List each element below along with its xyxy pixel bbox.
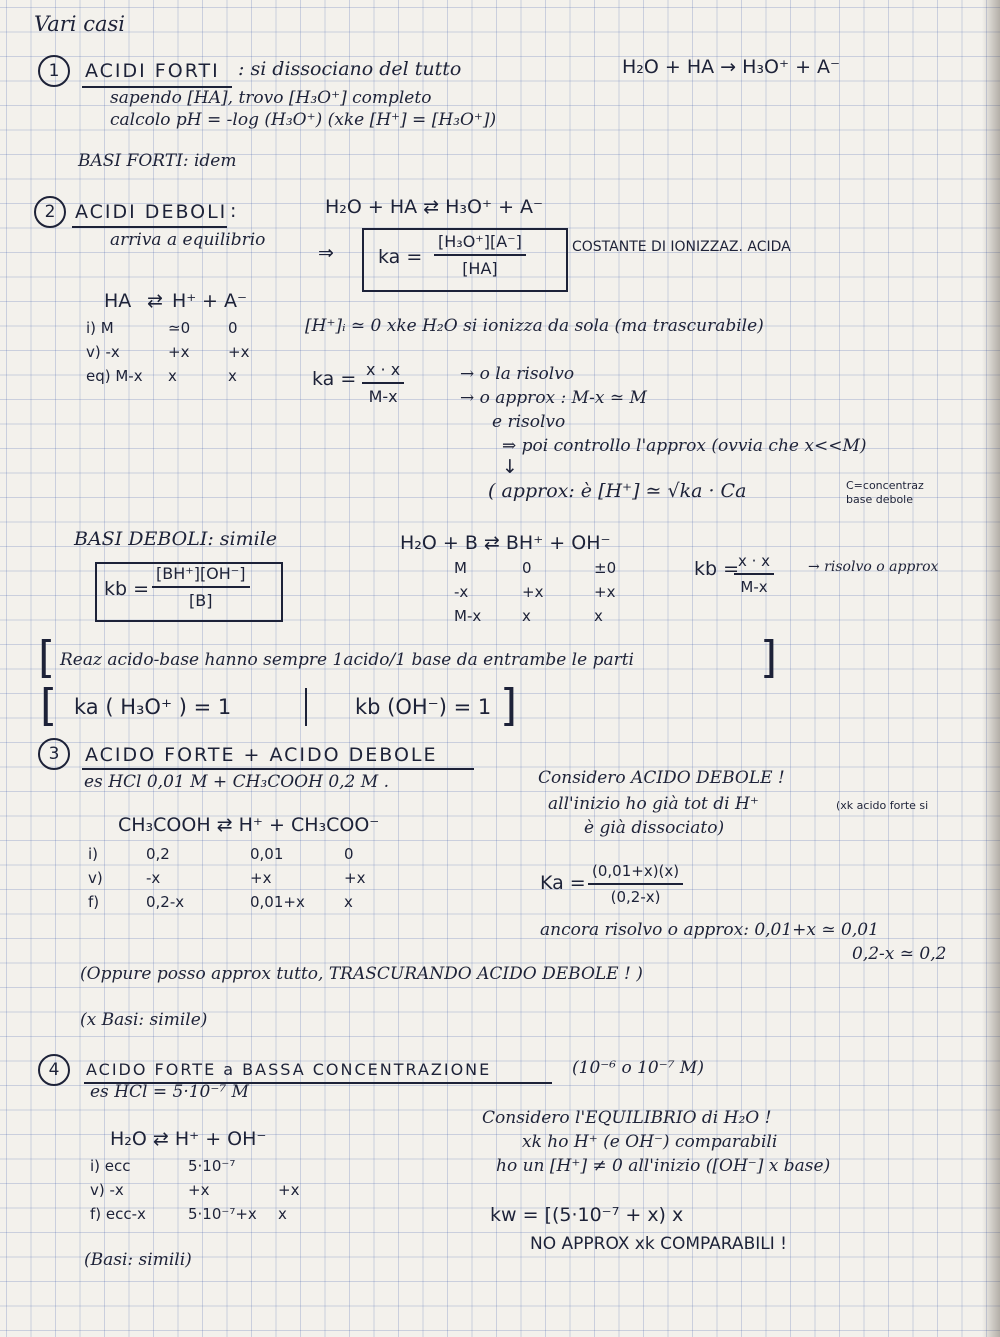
section-1-heading: ACIDI FORTI — [85, 60, 220, 82]
table-row: f) 0,2-x 0,01+x x — [88, 893, 353, 911]
table-row: i) ecc 5·10⁻⁷ — [90, 1157, 236, 1175]
kb2-numerator: x · x — [734, 552, 774, 575]
section-3-example: es HCl 0,01 M + CH₃COOH 0,2 M . — [84, 772, 389, 792]
ka2-denominator: M-x — [368, 387, 398, 406]
section-3-ancora2: 0,2-x ≃ 0,2 — [852, 944, 947, 964]
section-3-consider: Considero ACIDO DEBOLE ! — [538, 768, 785, 788]
table-row: -x +x +x — [454, 583, 616, 601]
section-3-reaction: CH₃COOH ⇄ H⁺ + CH₃COO⁻ — [118, 814, 380, 836]
basi-deboli-label: BASI DEBOLI: simile — [74, 528, 278, 550]
reaz-line1: Reaz acido-base hanno sempre 1acido/1 base da entrambe le parti — [60, 650, 634, 670]
page-edge-shadow — [982, 0, 1000, 1337]
ice-table-acidi — [80, 316, 274, 388]
section-1-number: 1 — [38, 55, 70, 87]
basi-deboli-reaction: H₂O + B ⇄ BH⁺ + OH⁻ — [400, 532, 611, 554]
section-4-xk: xk ho H⁺ (e OH⁻) comparabili — [522, 1132, 778, 1152]
c-note-1: C=concentraz — [846, 479, 924, 492]
ice-head-4: + A⁻ — [202, 290, 247, 312]
section-3-ancora: ancora risolvo o approx: 0,01+x ≃ 0,01 — [540, 920, 879, 940]
section-4-ho: ho un [H⁺] ≠ 0 all'inizio ([OH⁻] x base) — [496, 1156, 831, 1176]
section-3-ka-fraction — [588, 862, 683, 906]
step-2: → o approx : M-x ≃ M — [460, 388, 647, 408]
table-row: M 0 ±0 — [454, 559, 617, 577]
kb2-fraction — [734, 552, 774, 596]
h-note: [H⁺]ᵢ ≃ 0 xke H₂O si ionizza da sola (ma trascurabile) — [305, 316, 764, 336]
ice-table-basi — [448, 556, 640, 628]
section-4-consider: Considero l'EQUILIBRIO di H₂O ! — [482, 1108, 772, 1128]
ka-fraction — [434, 232, 526, 278]
table-row: v) -x +x +x — [86, 343, 250, 361]
section-3-number: 3 — [38, 738, 70, 770]
section-1-line3: calcolo pH = -log (H₃O⁺) (xke [H⁺] = [H₃O⁺]) — [110, 110, 497, 130]
divider — [305, 688, 307, 726]
kb-fraction — [152, 564, 250, 610]
ka2-numerator: x · x — [362, 360, 404, 384]
section-4-basi: (Basi: simili) — [84, 1250, 192, 1270]
section-3-oppure: (Oppure posso approx tutto, TRASCURANDO ACIDO DEBOLE ! ) — [80, 964, 643, 984]
kb2-label: kb = — [694, 558, 740, 580]
kb-denominator: [B] — [189, 591, 213, 610]
approx-formula: ( approx: è [H⁺] ≃ √ka · Ca — [488, 480, 747, 502]
ka2-fraction — [362, 360, 404, 406]
section-4-kw: kw = [(5·10⁻⁷ + x) x — [490, 1204, 684, 1226]
section-4-number: 4 — [38, 1054, 70, 1086]
section-4-reaction: H₂O ⇄ H⁺ + OH⁻ — [110, 1128, 267, 1150]
step-4: ⇒ poi controllo l'approx (ovvia che x<<M) — [502, 436, 867, 456]
table-row: i) M ≃0 0 — [86, 319, 238, 337]
section-2-underline — [72, 226, 227, 228]
section-2-equil: arriva a equilibrio — [110, 230, 266, 250]
ka-note: COSTANTE DI IONIZZAZ. ACIDA — [572, 239, 791, 255]
section-3-inizio: all'inizio ho già tot di H⁺ — [548, 794, 759, 814]
close-bracket: ] — [760, 632, 778, 683]
section-3-ka-denominator: (0,2-x) — [610, 888, 661, 906]
section-1-reaction: H₂O + HA → H₃O⁺ + A⁻ — [622, 56, 841, 78]
implies-arrow: ⇒ — [318, 242, 334, 264]
ka-numerator: [H₃O⁺][A⁻] — [434, 232, 526, 256]
ice-table-h2o — [84, 1154, 324, 1226]
section-3-ka-label: Ka = — [540, 872, 586, 894]
table-row: M-x x x — [454, 607, 603, 625]
section-2-heading: ACIDI DEBOLI — [75, 201, 228, 223]
table-row: eq) M-x x x — [86, 367, 237, 385]
ice-head-3: H⁺ — [172, 290, 197, 312]
section-1-desc: : si dissociano del tutto — [238, 58, 462, 80]
c-note-2: base debole — [846, 493, 914, 506]
step-3: e risolvo — [492, 412, 566, 432]
table-row: f) ecc-x 5·10⁻⁷+x x — [90, 1205, 287, 1223]
section-4-range: (10⁻⁶ o 10⁻⁷ M) — [572, 1058, 704, 1078]
section-2-colon: : — [230, 200, 237, 222]
ka-denominator: [HA] — [462, 259, 498, 278]
table-row: v) -x +x +x — [88, 869, 366, 887]
section-3-inizio-note: (xk acido forte si — [836, 799, 929, 812]
table-row: i) 0,2 0,01 0 — [88, 845, 354, 863]
step-1: → o la risolvo — [460, 364, 575, 384]
section-4-heading: ACIDO FORTE a BASSA CONCENTRAZIONE — [86, 1060, 492, 1079]
section-3-basi: (x Basi: simile) — [80, 1010, 208, 1030]
section-4-example: es HCl = 5·10⁻⁷ M — [90, 1082, 249, 1102]
section-2-reaction: H₂O + HA ⇄ H₃O⁺ + A⁻ — [325, 196, 544, 218]
section-3-underline — [82, 768, 474, 770]
down-arrow: ↓ — [502, 456, 518, 478]
section-4-no-approx: NO APPROX xk COMPARABILI ! — [530, 1234, 787, 1254]
table-row: v) -x +x +x — [90, 1181, 300, 1199]
ice-table-forte-debole — [82, 842, 390, 914]
section-1-line2: sapendo [HA], trovo [H₃O⁺] completo — [110, 88, 432, 108]
section-3-ka-numerator: (0,01+x)(x) — [588, 862, 683, 885]
kb2-note: → risolvo o approx — [808, 559, 939, 575]
page-title: Vari casi — [34, 12, 125, 36]
kb2-denominator: M-x — [740, 578, 768, 596]
ka-label: ka = — [378, 246, 423, 268]
open-bracket-2: [ — [40, 680, 58, 731]
ka2-label: ka = — [312, 368, 357, 390]
open-bracket: [ — [38, 632, 56, 683]
reaz-kb: kb (OH⁻) = 1 — [355, 695, 492, 719]
basi-forti-note: BASI FORTI: idem — [78, 151, 237, 171]
kb-numerator: [BH⁺][OH⁻] — [152, 564, 250, 588]
kb-label: kb = — [104, 578, 150, 600]
ice-head-1: HA — [104, 290, 132, 312]
section-3-dissoc: è già dissociato) — [584, 818, 725, 838]
section-3-heading: ACIDO FORTE + ACIDO DEBOLE — [85, 744, 438, 766]
ice-head-2: ⇄ — [147, 290, 163, 312]
close-bracket-2: ] — [500, 680, 518, 731]
reaz-ka: ka ( H₃O⁺ ) = 1 — [74, 695, 232, 719]
section-2-number: 2 — [34, 196, 66, 228]
